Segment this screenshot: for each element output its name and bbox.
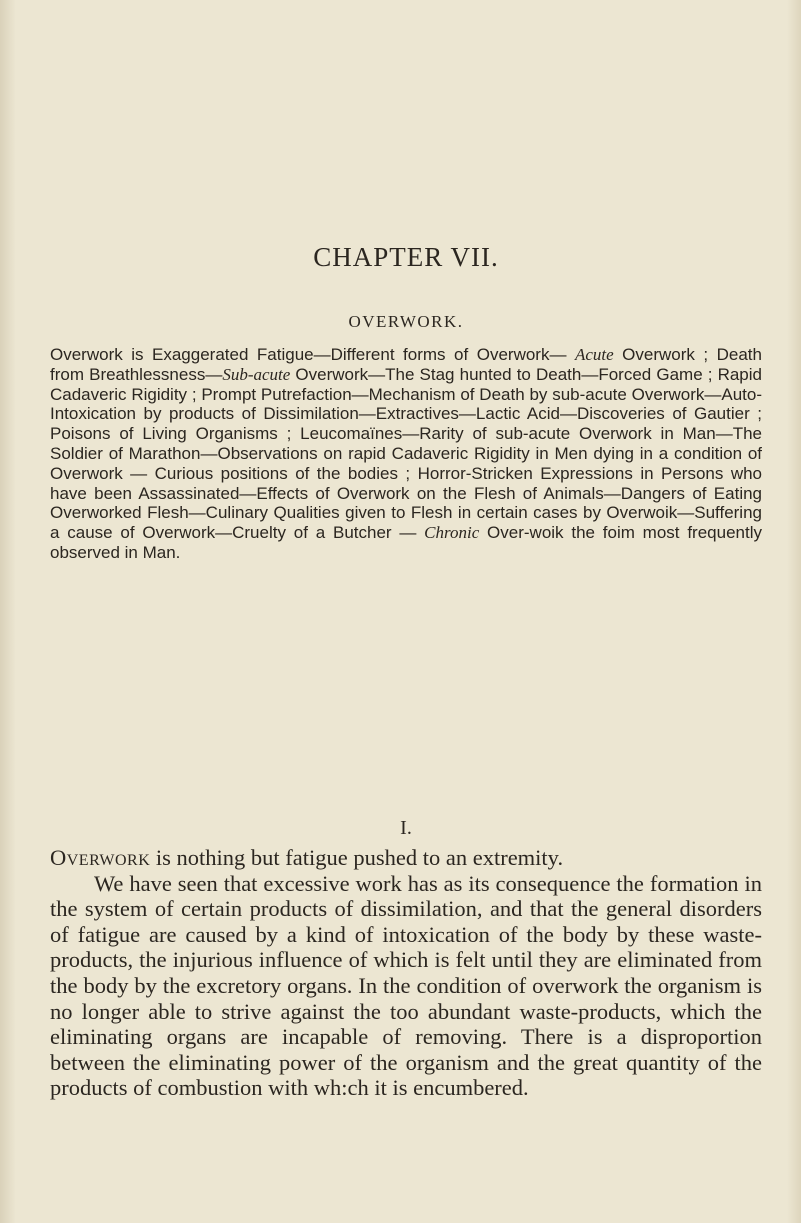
chapter-subtitle: OVERWORK. bbox=[348, 312, 464, 331]
summary-italic-acute: Acute bbox=[574, 345, 614, 364]
lead-word: Overwork bbox=[50, 845, 151, 870]
summary-text-2: Overwork ; Death from Breathlessness— bbox=[50, 345, 762, 384]
summary-italic-chronic: Chronic bbox=[424, 523, 480, 543]
paragraph-1-text: is nothing but fatigue pushed to an extremity. bbox=[150, 845, 564, 870]
chapter-title: CHAPTER VII. bbox=[313, 242, 499, 272]
page-edge-shadow-left bbox=[0, 0, 16, 1223]
chapter-summary bbox=[50, 345, 762, 563]
summary-text-4: Over-woik the foim most frequently observed in Man. bbox=[50, 523, 762, 562]
summary-text-1: Overwork is Exaggerated Fatigue—Different forms of Overwork— bbox=[50, 345, 567, 364]
page-edge-shadow-right bbox=[787, 0, 801, 1223]
section-body bbox=[50, 845, 762, 1101]
paragraph-2: We have seen that excessive work has as its consequence the formation in the system of certain products of dissimilation, and that the general disorders of fatigue are caused by a kind of intoxication of the body by these waste-products, the injurious influence of which is felt until they are eliminated from the body by the excretory organs. In the condition of overwork the organism is no longer able to strive against the too abundant waste-products, which the eliminating organs are incapable of removing. There is a disproportion between the eliminating power of the organism and the great quantity of the products of combustion with wh:ch it is encumbered. bbox=[50, 870, 762, 1101]
section-number: I. bbox=[400, 817, 412, 839]
summary-text-3: Overwork—The Stag hunted to Death—Forced Game ; Rapid Cadaveric Rigidity ; Prompt Putrefaction—Mechanism of Death by sub-acute Overwork—Auto-Intoxication by products of Dissimilation—Extractives—Lactic Acid—Discoveries of Gautier ; Poisons of Living Organisms ; Leucomaïnes—Rarity of sub-acute Overwork in Man—The Soldier of Marathon—Observations on rapid Cadaveric Rigidity in Men dying in a condition of Overwork — Curious positions of the bodies ; Horror-Stricken Expressions in Persons who have been Assassinated—Effects of Overwork on the Flesh of Animals—Dangers of Eating Overworked Flesh—Culinary Qualities given to Flesh in certain cases by Overwoik—Suffering a cause of Overwork—Cruelty of a Butcher — bbox=[50, 364, 762, 543]
summary-italic-subacute: Sub-acute bbox=[222, 364, 291, 384]
paragraph-1 bbox=[50, 845, 762, 871]
